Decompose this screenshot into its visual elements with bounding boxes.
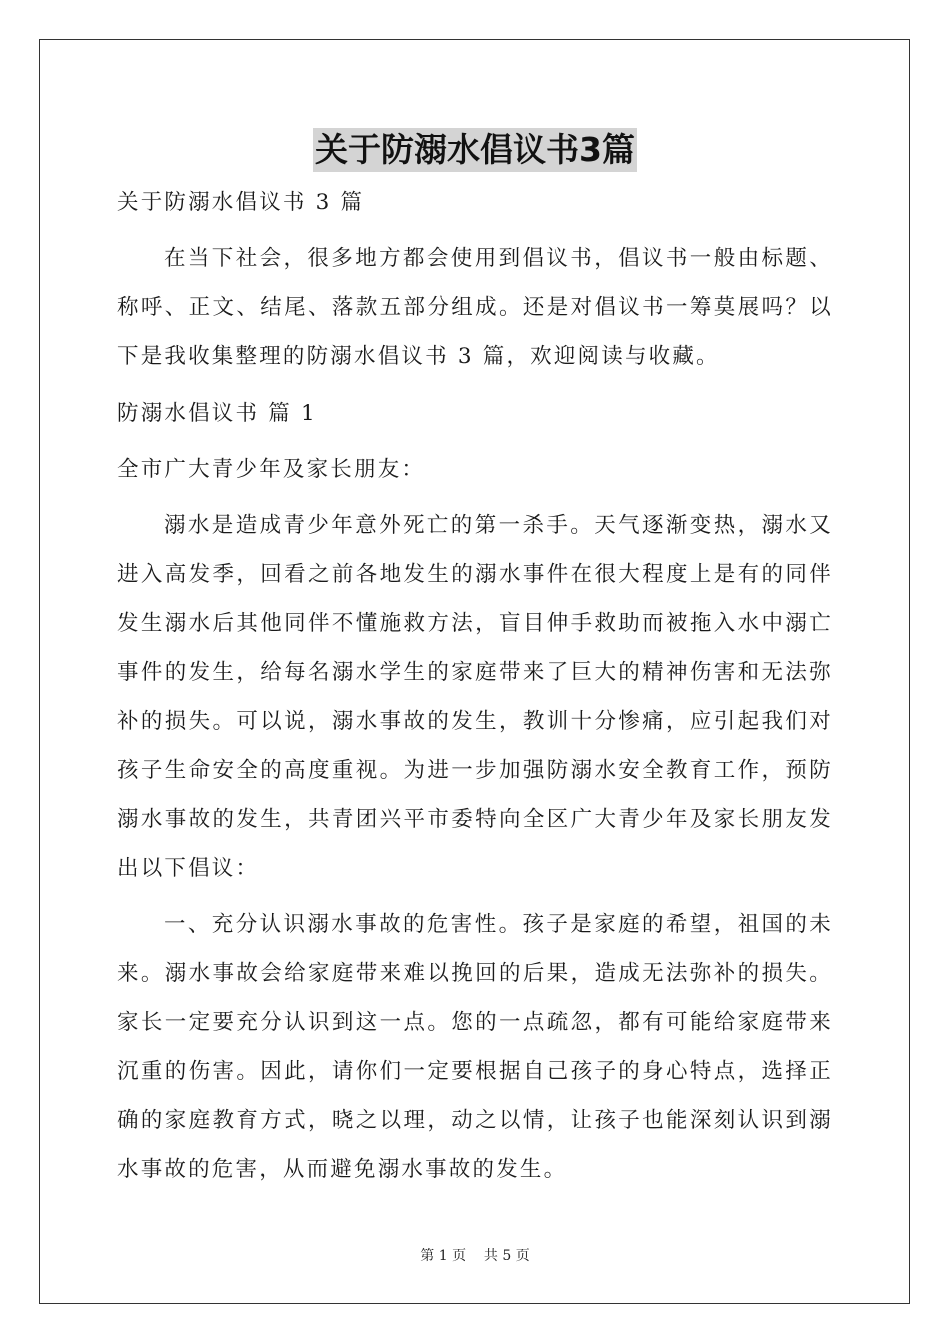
title-container: [0, 128, 950, 172]
salutation: 全市广大青少年及家长朋友：: [117, 457, 426, 482]
body-paragraph-1: 溺水是造成青少年意外死亡的第一杀手。天气逐渐变热，溺水又进入高发季，回看之前各地发生的溺水事件在很大程度上是有的同伴发生溺水后其他同伴不懂施救方法，盲目伸手救助而被拖入水中溺亡事件的发生，给每名溺水学生的家庭带来了巨大的精神伤害和无法弥补的损失。可以说，溺水事故的发生，教训十分惨痛，应引起我们对孩子生命安全的高度重视。为进一步加强防溺水安全教育工作，预防溺水事故的发生，共青团兴平市委特向全区广大青少年及家长朋友发出以下倡议：: [117, 513, 833, 881]
page-footer: [0, 1247, 950, 1265]
document-title: 关于防溺水倡议书3篇: [313, 128, 637, 172]
section-heading: 防溺水倡议书 篇 1: [117, 401, 317, 426]
page-total: 共 5 页: [483, 1248, 530, 1264]
intro-paragraph: 在当下社会，很多地方都会使用到倡议书，倡议书一般由标题、称呼、正文、结尾、落款五部分组成。还是对倡议书一筹莫展吗？以下是我收集整理的防溺水倡议书 3 篇，欢迎阅读与收藏。: [117, 246, 833, 369]
page-number: 第 1 页: [420, 1248, 467, 1264]
document-subtitle: 关于防溺水倡议书 3 篇: [117, 190, 365, 215]
body-paragraph-2: 一、充分认识溺水事故的危害性。孩子是家庭的希望，祖国的未来。溺水事故会给家庭带来难以挽回的后果，造成无法弥补的损失。家长一定要充分认识到这一点。您的一点疏忽，都有可能给家庭带来沉重的伤害。因此，请你们一定要根据自己孩子的身心特点，选择正确的家庭教育方式，晓之以理，动之以情，让孩子也能深刻认识到溺水事故的危害，从而避免溺水事故的发生。: [117, 912, 833, 1182]
document-body: [117, 178, 833, 1194]
